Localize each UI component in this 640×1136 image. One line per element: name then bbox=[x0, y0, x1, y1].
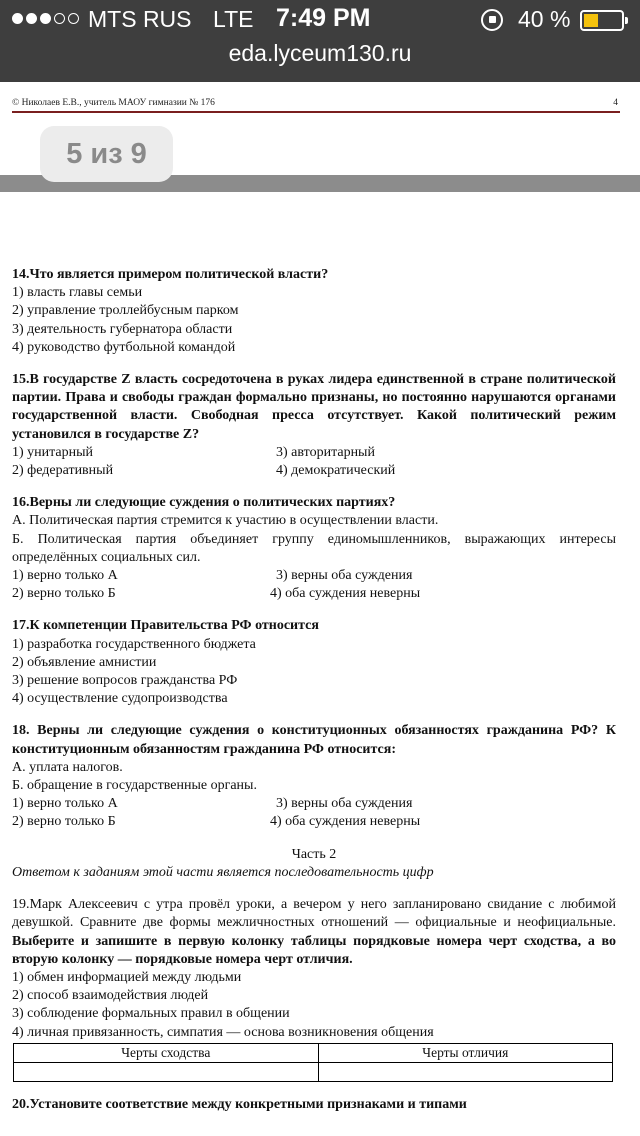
signal-dot bbox=[54, 13, 65, 24]
page-indicator: 5 из 9 bbox=[40, 126, 173, 182]
question-20-partial: 20.Установите соответствие между конкретными признаками и типами bbox=[12, 1096, 467, 1112]
table-header-similarities: Черты сходства bbox=[14, 1043, 319, 1062]
answer-option: 1) власть главы семьи bbox=[12, 285, 143, 301]
answer-option: 4) личная привязанность, симпатия — основа возникновения общения bbox=[12, 1024, 434, 1040]
answer-table bbox=[13, 1043, 613, 1082]
signal-dot bbox=[12, 13, 23, 24]
answer-option: 2) управление троллейбусным парком bbox=[12, 303, 239, 319]
answer-option: 4) осуществление судопроизводства bbox=[12, 691, 228, 707]
answer-option: 4) руководство футбольной командой bbox=[12, 339, 236, 355]
status-time: 7:49 PM bbox=[276, 4, 371, 32]
statement-b: Б. Политическая партия объединяет группу единомышленников, выражающих интересы определённых социальных сил. bbox=[12, 531, 616, 565]
answer-option: 1) разработка государственного бюджета bbox=[12, 636, 256, 652]
answer-option: 3) решение вопросов гражданства РФ bbox=[12, 673, 238, 689]
answer-option: 3) авторитарный bbox=[276, 444, 375, 460]
answer-option: 2) способ взаимодействия людей bbox=[12, 988, 209, 1004]
pdf-page-header bbox=[12, 98, 618, 108]
header-author: © Николаев Е.В., учитель МАОУ гимназии № 176 bbox=[12, 98, 215, 108]
battery-icon bbox=[580, 10, 624, 31]
options-row bbox=[12, 444, 616, 462]
answer-cell-similarities bbox=[14, 1062, 319, 1081]
table-header-differences: Черты отличия bbox=[318, 1043, 612, 1062]
signal-dot bbox=[26, 13, 37, 24]
answer-option: 3) соблюдение формальных правил в общении bbox=[12, 1006, 290, 1022]
question-text: 15.В государстве Z власть сосредоточена в руках лидера единственной в стране политической партии. Права и свободы граждан формально признаны, но постоянно нарушаются органами государственной власти. Свободная пресса отсутствует. Какой политический режим установился в государстве Z? bbox=[12, 372, 616, 442]
question-15 bbox=[12, 371, 616, 480]
answer-option: 4) оба суждения неверны bbox=[270, 814, 421, 830]
statement-a: А. уплата налогов. bbox=[12, 759, 123, 775]
question-14 bbox=[12, 266, 616, 357]
answer-option: 1) верно только А bbox=[12, 568, 118, 584]
signal-strength-icon bbox=[12, 13, 82, 24]
pdf-page-content bbox=[12, 266, 616, 1114]
question-text: 18. Верны ли следующие суждения о конституционных обязанностях гражданина РФ? К конституционным обязанностям гражданина РФ относится: bbox=[12, 723, 616, 757]
answer-option: 2) федеративный bbox=[12, 463, 114, 479]
question-16 bbox=[12, 494, 616, 603]
question-18 bbox=[12, 722, 616, 831]
answer-option: 4) оба суждения неверны bbox=[270, 586, 421, 602]
question-text-bold: Выберите и запишите в первую колонку таблицы порядковые номера черт сходства, а во вторую колонку — порядковые номера черт отличия. bbox=[12, 933, 616, 967]
answer-cell-differences bbox=[318, 1062, 612, 1081]
part-title: Часть 2 bbox=[291, 846, 337, 862]
part-2-header bbox=[12, 846, 616, 882]
answer-option: 2) объявление амнистии bbox=[12, 654, 157, 670]
options-row bbox=[12, 795, 616, 813]
answer-option: 1) обмен информацией между людьми bbox=[12, 969, 242, 985]
question-title: 17.К компетенции Правительства РФ относится bbox=[12, 618, 319, 634]
options-row bbox=[12, 585, 616, 603]
browser-chrome bbox=[0, 0, 640, 82]
header-divider bbox=[12, 111, 620, 113]
question-title: 14.Что является примером политической власти? bbox=[12, 267, 329, 282]
part-instruction: Ответом к заданиям этой части является последовательность цифр bbox=[12, 864, 434, 880]
answer-option: 3) верны оба суждения bbox=[276, 568, 413, 584]
options-row bbox=[12, 567, 616, 585]
statement-b: Б. обращение в государственные органы. bbox=[12, 778, 257, 794]
question-text-regular: 19.Марк Алексеевич с утра провёл уроки, а вечером у него запланировано свидание с любимой девушкой. Сравните две формы межличностных отношений — официальные и неофициальные. bbox=[12, 897, 616, 931]
options-row bbox=[12, 462, 616, 480]
answer-option: 1) унитарный bbox=[12, 444, 94, 460]
network-type: LTE bbox=[213, 6, 254, 32]
battery-percent: 40 % bbox=[518, 6, 571, 32]
question-19 bbox=[12, 896, 616, 1082]
address-bar-url[interactable]: eda.lyceum130.ru bbox=[228, 40, 412, 66]
answer-option: 4) демократический bbox=[276, 463, 396, 479]
answer-option: 2) верно только Б bbox=[12, 586, 116, 602]
question-17 bbox=[12, 617, 616, 708]
status-bar bbox=[0, 0, 640, 40]
question-text bbox=[12, 896, 616, 969]
question-title: 16.Верны ли следующие суждения о политических партиях? bbox=[12, 495, 396, 511]
answer-option: 3) верны оба суждения bbox=[276, 796, 413, 812]
signal-dot bbox=[68, 13, 79, 24]
answer-option: 2) верно только Б bbox=[12, 814, 116, 830]
statement-a: А. Политическая партия стремится к участию в осуществлении власти. bbox=[12, 513, 439, 529]
carrier-name: MTS RUS bbox=[88, 6, 192, 32]
answer-option: 3) деятельность губернатора области bbox=[12, 321, 233, 337]
header-page-number: 4 bbox=[613, 98, 618, 108]
answer-option: 1) верно только А bbox=[12, 796, 118, 812]
rotation-lock-icon bbox=[481, 9, 503, 31]
options-row bbox=[12, 813, 616, 831]
signal-dot bbox=[40, 13, 51, 24]
